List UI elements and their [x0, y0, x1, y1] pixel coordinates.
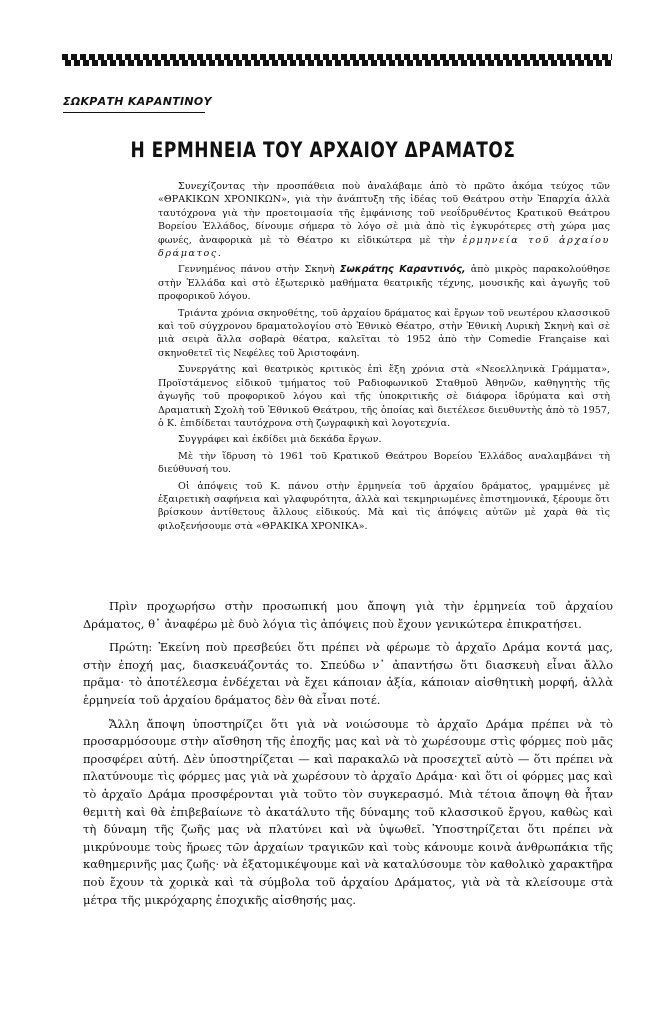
intro-emphasis: ἑρμηνεία τοῦ ἀρχαίου δράματος. — [158, 234, 610, 260]
intro-paragraph: Συνεργάτης καὶ θεατρικὸς κριτικὸς ἐπὶ ἔξη χρόνια στὰ «Νεοελληνικὰ Γράμματα», Προϊστάμενος εἰδικοῦ τμήματος τοῦ Ραδιοφωνικοῦ Σταθμοῦ Ἀθηνῶν, καθηγητὴς τῆς ἀγωγῆς τοῦ προφορικοῦ λόγου καὶ τῆς ὑποκριτικῆς σὲ διάφορα ἱδρύματα καὶ στὴ Δραματικὴ Σχολὴ τοῦ Ἐθνικοῦ Θεάτρου, τῆς ὁποίας καὶ διετέλεσε διευθυντὴς ἀπὸ τὸ 1957, ὁ Κ. ἐπιδίδεται ταυτόχρονα στὴ ζωγραφικὴ καὶ λογοτεχνία. — [158, 364, 610, 429]
author-name: ΣΩΚΡΑΤΗ ΚΑΡΑΝΤΙΝΟΥ — [63, 95, 212, 108]
article-body — [83, 598, 613, 915]
author-full-name: Σωκράτης Καραντινός, — [339, 264, 466, 276]
editorial-introduction — [158, 180, 610, 536]
intro-paragraph — [158, 263, 610, 303]
intro-paragraph: Μὲ τὴν ἵδρυση τὸ 1961 τοῦ Κρατικοῦ Θεάτρου Βορείου Ἑλλάδος αναλαμβάνει τὴ διεύθυνσή του. — [158, 450, 610, 476]
intro-paragraph: Συγγράφει καὶ ἐκδίδει μιὰ δεκάδα ἔργων. — [178, 434, 382, 446]
intro-paragraph: Τριάντα χρόνια σκηνοθέτης, τοῦ ἀρχαίου δράματος καὶ ἔργων τοῦ νεωτέρου κλασσικοῦ καὶ τοῦ σύγχρονου δραματολογίου στὸ Ἐθνικὸ Θέατρο, στὴν Ἐθνικὴ Λυρικὴ Σκηνὴ καὶ σὲ μιὰ σειρὰ ἄλλα σοβαρὰ θέατρα, καλεῖται τὸ 1952 ἀπὸ τὴν Comedie Française καὶ σκηνοθετεῖ τὶς Νεφέλες τοῦ Ἀριστοφάνη. — [158, 307, 610, 359]
body-paragraph: Πρὶν προχωρήσω στὴν προσωπική μου ἄποψη γιὰ τὴν ἑρμηνεία τοῦ ἀρχαίου Δράματος, θ᾽ ἀναφέρω μὲ δυὸ λόγια τὶς ἀπόψεις ποὺ ἔχουν γενικώτερα ἐπικρατήσει. — [83, 599, 613, 631]
intro-text: Συνεχίζοντας τὴν προσπάθεια ποὺ ἀναλάβαμε ἀπὸ τὸ πρῶτο ἀκόμα τεύχος τῶν «ΘΡΑΚΙΚΩΝ ΧΡΟΝΙΚΩΝ», γιὰ τὴν ἀνάπτυξη τῆς ἰδέας τοῦ Θεάτρου στὴν Ἐπαρχία ἀλλὰ ταυτόχρονα γιὰ τὴν προετοιμασία τῆς ἐμφάνισης τοῦ νεοΐδρυθέντος Κρατικοῦ Θεάτρου Βορείου Ἑλλάδος, δίνουμε σήμερα τὸ λόγο σὲ μιὰ ἀπὸ τὶς ἐγκυρότερες στὴ χώρα μας φωνές, ἀναφορικὰ μὲ τὸ Θέατρο κι εἰδικώτερα μὲ τὴν — [158, 181, 610, 246]
author-underline — [63, 112, 205, 113]
intro-text: ἀπὸ μικρὸς παρακολούθησε στὴν Ἑλλάδα καὶ στὸ ἐξωτερικὸ μαθήματα θεατρικῆς τέχνης, μουσικῆς καὶ ἀγωγῆς τοῦ προφορικοῦ λόγου. — [158, 264, 610, 303]
intro-paragraph — [158, 180, 610, 260]
article-title: Η ΕΡΜΗΝΕΙΑ ΤΟΥ ΑΡΧΑΙΟΥ ΔΡΑΜΑΤΟΣ — [130, 138, 516, 162]
decorative-top-border — [62, 54, 612, 66]
intro-paragraph: Οἱ ἀπόψεις τοῦ Κ. πάνου στὴν ἑρμηνεία τοῦ ἀρχαίου δράματος, γραμμένες μὲ ἐξαιρετικὴ σαφήνεια καὶ γλαφυρότητα, ἀλλὰ καὶ τεκμηριωμένες ἐπιστημονικά, ξέρουμε ὅτι βρίσκουν ἀντίθετους ἄλλους εἰδικούς. Μὰ καὶ τὶς ἀπόψεις αὐτῶν μὲ χαρὰ θὰ τὶς φιλοξενήσουμε στὰ «ΘΡΑΚΙΚΑ ΧΡΟΝΙΚΑ». — [158, 480, 610, 532]
body-paragraph: Ἄλλη ἄποψη ὑποστηρίζει ὅτι γιὰ νὰ νοιώσουμε τὸ ἀρχαῖο Δράμα πρέπει νὰ τὸ προσαρμόσουμε στὴν αἴσθηση τῆς ἐποχῆς μας καὶ νὰ τὸ χωρέσουμε στὶς φόρμες ποὺ μᾶς προσφέρει αὐτή. Δὲν ὑποστηρίζεται — καὶ παρακαλῶ νὰ προσεχτεῖ αὐτὸ — ὅτι πρέπει νὰ πλατύνουμε τὶς φόρμες μας γιὰ νὰ χωρέσουν τὸ ἀρχαῖο Δράμα· καὶ ὅτι οἱ φόρμες μας καὶ τὸ ἀρχαῖο Δράμα προσφέρονται γιὰ τοῦτο τὸν συγκερασμό. Μιὰ τέτοια ἄποψη θὰ ἦταν θεμιτὴ καὶ θὰ ἐπιβεβαίωνε τὸ ἀκατάλυτο τῆς δύναμης τοῦ κλασσικοῦ ἔργου, καθὼς καὶ τὴ δύναμη τῆς ζωῆς μας νὰ πλατύνει καὶ νὰ ὑψωθεῖ. Ὑποστηρίζεται ὅτι πρέπει νὰ μικρύνουμε τοὺς ἥρωες τῶν ἀρχαίων τραγικῶν καὶ τοὺς κάνουμε κοινὰ ἀνθρωπάκια τῆς καθημερινῆς μας ζωῆς· νὰ ἐξατομικέψουμε καὶ νὰ καταλύσουμε τὸν καθολικὸ χαρακτῆρα ποὺ ἔχουν τὰ χορικὰ καὶ τὰ σύμβολα τοῦ ἀρχαίου Δράματος, γιὰ νὰ τὰ κλείσουμε στὰ μέτρα τῆς μικρόχαρης ἐποχικῆς αἰσθησής μας. — [83, 716, 613, 907]
intro-text: Γεννημένος πάνου στὴν Σκηνὴ — [178, 264, 335, 276]
body-paragraph: Πρώτη: Ἐκείνη ποὺ πρεσβεύει ὅτι πρέπει νὰ φέρωμε τὸ ἀρχαῖο Δράμα κοντά μας, στὴν ἐποχή μας, διασκευάζοντάς το. Σπεύδω ν᾽ ἀπαντήσω ὅτι διασκευὴ εἶναι ἄλλο πρᾶμα· τὸ ἀποτέλεσμα ἐνδέχεται νὰ ἔχει κάποιαν ἀξία, κάποιαν αἰσθητικὴ μορφή, ἀλλὰ ἑρμηνεία τοῦ ἀρχαίου δράματος δὲν θὰ εἶναι ποτέ. — [83, 640, 613, 707]
